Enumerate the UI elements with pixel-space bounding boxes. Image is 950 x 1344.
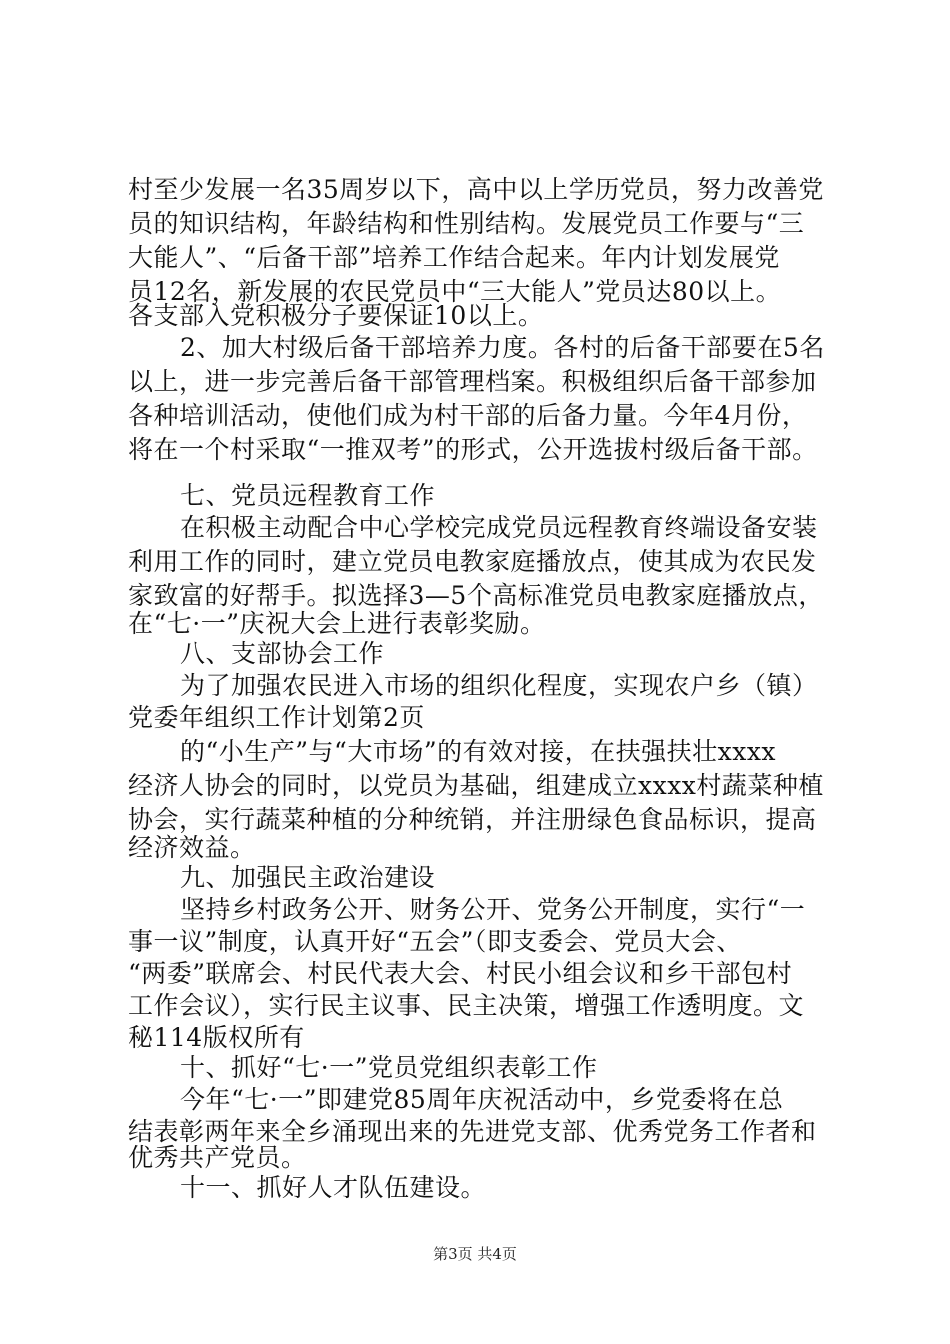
text-line: 家致富的好帮手。拟选择3—5个高标准党员电教家庭播放点， (128, 581, 824, 610)
text-line: 为了加强农民进入市场的组织化程度，实现农户乡（镇） (180, 671, 818, 700)
text-line: 经济人协会的同时，以党员为基础，组建成立xxxx村蔬菜种植 (128, 771, 824, 800)
text-line: 各种培训活动，使他们成为村干部的后备力量。今年4月份， (128, 401, 808, 430)
section-heading: 十、抓好“七·一”党员党组织表彰工作 (180, 1053, 598, 1082)
text-line: 经济效益。 (128, 833, 256, 862)
text-line: 利用工作的同时，建立党员电教家庭播放点，使其成为农民发 (128, 547, 817, 576)
text-line: 村至少发展一名35周岁以下，高中以上学历党员，努力改善党 (128, 175, 824, 204)
text-line: 2、加大村级后备干部培养力度。各村的后备干部要在5名 (180, 333, 825, 362)
text-line: 员12名，新发展的农民党员中“三大能人”党员达80以上。 (128, 277, 782, 306)
text-line: 工作会议），实行民主议事、民主决策，增强工作透明度。文 (128, 991, 805, 1020)
section-heading: 七、党员远程教育工作 (180, 481, 436, 510)
section-heading: 八、支部协会工作 (180, 639, 385, 668)
text-line: 秘114版权所有 (128, 1023, 305, 1052)
text-line: 事一议”制度，认真开好“五会”（即支委会、党员大会、 (128, 927, 742, 956)
text-line: 优秀共产党员。 (128, 1143, 307, 1172)
text-line: 将在一个村采取“一推双考”的形式，公开选拔村级后备干部。 (128, 435, 818, 464)
text-line: 在“七·一”庆祝大会上进行表彰奖励。 (128, 609, 546, 638)
text-line: 的“小生产”与“大市场”的有效对接，在扶强扶壮xxxx (180, 737, 777, 766)
text-line: 协会，实行蔬菜种植的分种统销，并注册绿色食品标识，提高 (128, 805, 817, 834)
text-line: 今年“七·一”即建党85周年庆祝活动中，乡党委将在总 (180, 1085, 784, 1114)
text-line: 党委年组织工作计划第2页 (128, 703, 425, 732)
section-heading: 九、加强民主政治建设 (180, 863, 436, 892)
text-line: 员的知识结构，年龄结构和性别结构。发展党员工作要与“三 (128, 209, 805, 238)
text-line: 以上，进一步完善后备干部管理档案。积极组织后备干部参加 (128, 367, 817, 396)
text-line: 结表彰两年来全乡涌现出来的先进党支部、优秀党务工作者和 (128, 1117, 817, 1146)
text-line: 坚持乡村政务公开、财务公开、党务公开制度，实行“一 (180, 895, 806, 924)
text-line: 大能人”、“后备干部”培养工作结合起来。年内计划发展党 (128, 243, 780, 272)
page-footer: 第3页 共4页 (433, 1245, 517, 1263)
text-line: 各支部入党积极分子要保证10以上。 (128, 301, 544, 330)
section-heading: 十一、抓好人才队伍建设。 (180, 1173, 487, 1202)
text-line: 在积极主动配合中心学校完成党员远程教育终端设备安装 (180, 513, 818, 542)
text-line: “两委”联席会、村民代表大会、村民小组会议和乡干部包村 (128, 959, 793, 988)
